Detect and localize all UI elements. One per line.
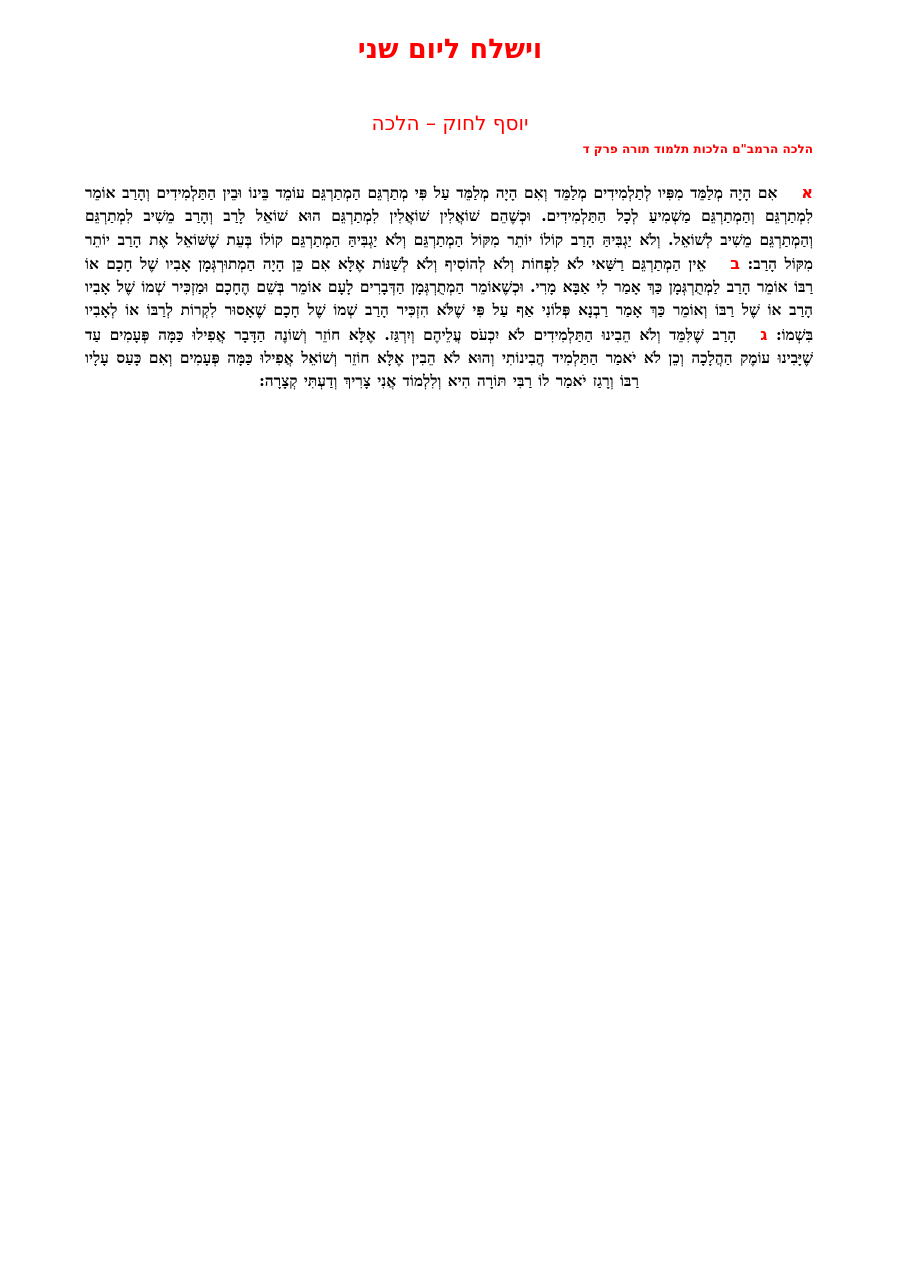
halacha-marker-1: א	[801, 183, 813, 202]
halacha-body	[85, 181, 813, 394]
source-reference: הלכה הרמב"ם הלכות תלמוד תורה פרק ד	[582, 142, 813, 156]
halacha-marker-3: ג	[760, 324, 768, 344]
page-subtitle: יוסף לחוק – הלכה	[371, 111, 529, 135]
halacha-text-1: אִם הָיָה מְלַמֵּד מִפִּיו לְתַלְמִידִים מְלַמֵּד וְאִם הָיָה מְלַמֵּד עַל פִּי מְתַרְגֵּם הַמְתַרְגֵּם עוֹמֵד בֵּינוֹ וּבֵין הַתַּלְמִידִים וְהָרַב אוֹמֵר לִמְתַרְגֵּם וְהַמְתַרְגֵּם מַשְׁמִיעַ לְכָל הַתַּלְמִידִים. וּכְשֶׁהֵם שׁוֹאֲלִין שׁוֹאֲלִין לִמְתַרְגֵּם הוּא שׁוֹאֵל לָרַב וְהָרַב מֵשִׁיב לִמְתַרְגֵּם וְהַמְתַרְגֵּם מֵשִׁיב לְשׁוֹאֵל. וְלֹא יַגְבִּיהַּ הָרַב קוֹלוֹ יוֹתֵר מִקּוֹל הַמְתַרְגֵּם וְלֹא יַגְבִּיהַּ הַמְתַרְגֵּם קוֹלוֹ בְּעֵת שֶׁשּׁוֹאֵל אֶת הָרַב יוֹתֵר מִקּוֹל הָרַב:	[85, 184, 813, 273]
page-title: וישלח ליום שני	[357, 34, 543, 65]
halacha-text-3: הָרַב שֶׁלִּמֵּד וְלֹא הֵבִינוּ הַתַּלְמִידִים לֹא יִכְעֹס עֲלֵיהֶם וְיִרְגַּז. אֶלָּא חוֹזֵר וְשׁוֹנֶה הַדָּבָר אֲפִילוּ כַּמָּה פְּעָמִים עַד שֶׁיָּבִינוּ עוֹמֶק הַהֲלָכָה וְכֵן לֹא יֹאמַר הַתַּלְמִיד הֲבִינוֹתִי וְהוּא לֹא הֵבִין אֶלָּא חוֹזֵר וְשׁוֹאֵל אֲפִילוּ כַּמָּה פְּעָמִים וְאִם כָּעַס עָלָיו רַבּוֹ וְרָגַז יֹאמַר לוֹ רַבִּי תּוֹרָה הִיא וְלִלְמוֹד אֲנִי צָרִיךְ וְדַעְתִּי קְצָרָה:	[85, 325, 813, 391]
halacha-text-2: אֵין הַמְתַרְגֵּם רַשַּׁאי לֹא לִפְחוֹת וְלֹא לְהוֹסִיף וְלֹא לְשַׁנּוֹת אֶלָּא אִם כֵּן הָיָה הַמְתוּרְגְּמָן אָבִיו שֶׁל חָכָם אוֹ רַבּוֹ אוֹמֵר הָרַב לַמְתֻרְגְּמָן כַּךְ אָמַר לִי אַבָּא מָרִי. וּכְשֶׁאוֹמֵר הַמְתֻרְגְּמָן הַדְּבָרִים לָעָם אוֹמֵר בְּשֵׁם הֶחָכָם וּמַזְכִּיר שְׁמוֹ שֶׁל אָבִיו הָרַב אוֹ שֶׁל רַבּוֹ וְאוֹמֵר כַּךְ אָמַר רַבְנָא פְּלוֹנִי אַף עַל פִּי שֶׁלֹּא הִזְכִּיר הָרַב שְׁמוֹ שֶׁל חָכָם שֶׁאָסוּר לִקְרוֹת לְרַבּוֹ אוֹ לְאָבִיו בִּשְׁמוֹ:	[85, 254, 813, 344]
halacha-marker-2: ב	[730, 253, 741, 273]
